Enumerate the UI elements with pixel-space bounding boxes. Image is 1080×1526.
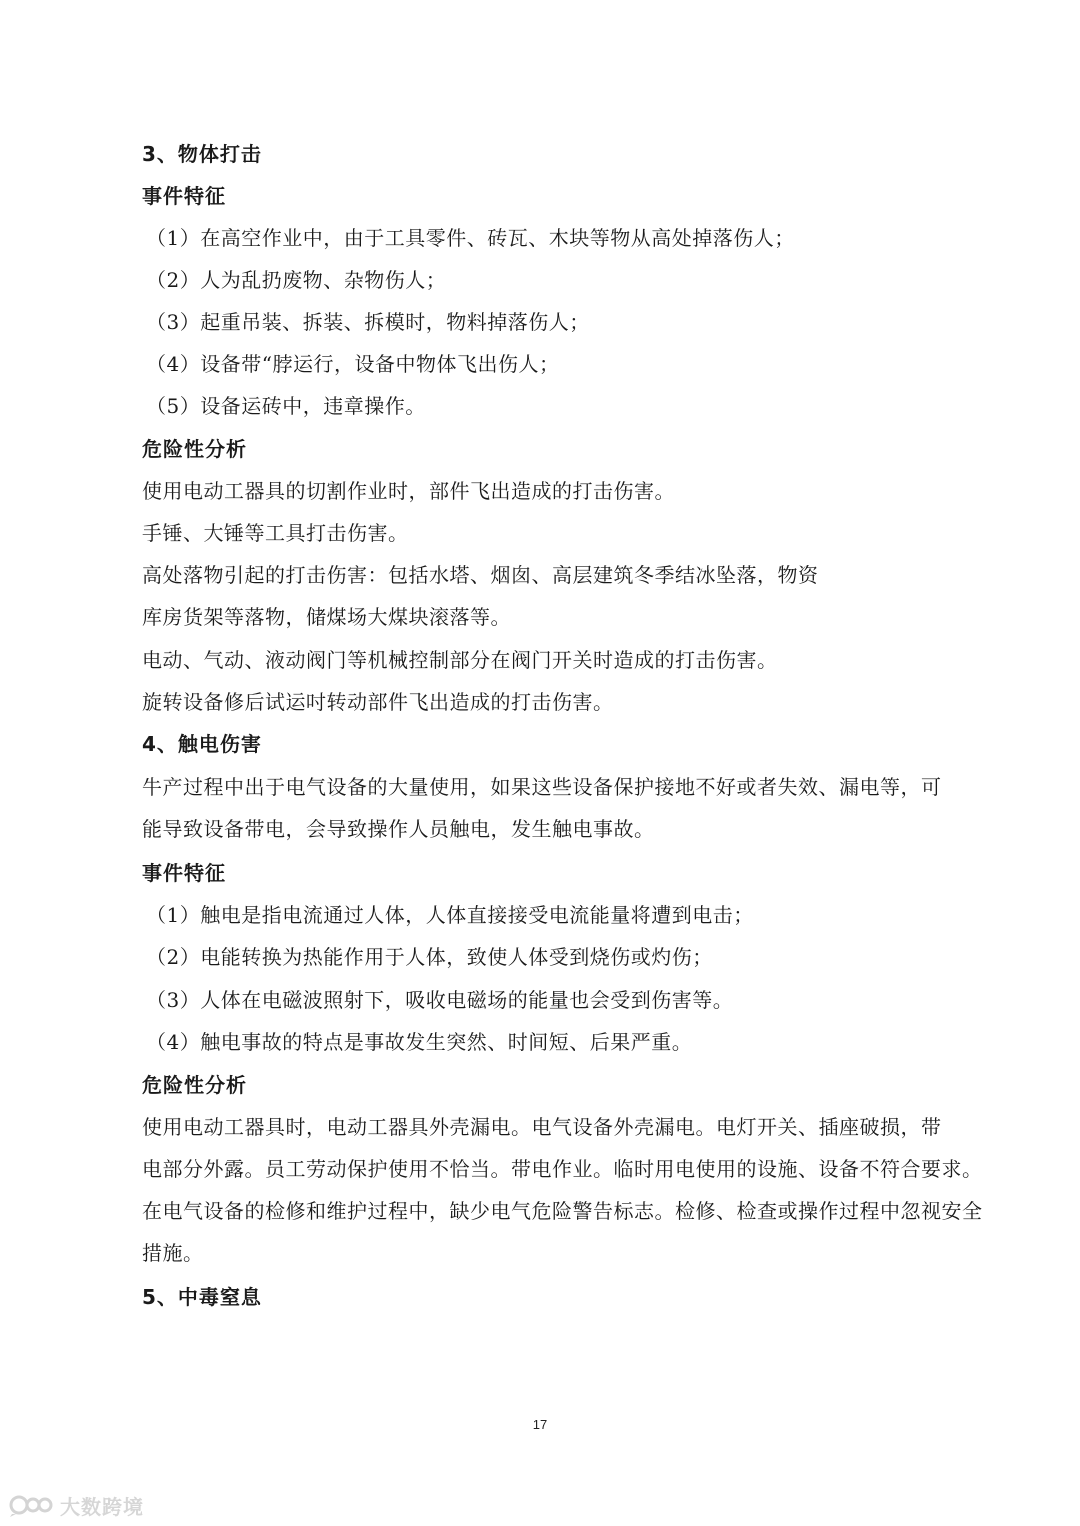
paragraph-line: 高处落物引起的打击伤害：包括水塔、烟囱、高层建筑冬季结冰坠落，物资 bbox=[142, 563, 819, 587]
subheading-risk-analysis: 危险性分析 bbox=[142, 1073, 247, 1097]
list-item: （2）人为乱扔废物、杂物伤人； bbox=[146, 268, 447, 292]
list-item: （2）电能转换为热能作用于人体，致使人体受到烧伤或灼伤； bbox=[146, 945, 713, 969]
paragraph-line: 电动、气动、液动阀门等机械控制部分在阀门开关时造成的打击伤害。 bbox=[142, 648, 778, 672]
paragraph-line: 电部分外露。员工劳动保护使用不恰当。带电作业。临时用电使用的设施、设备不符合要求。 bbox=[142, 1157, 983, 1181]
section-heading-5: 5、中毒窒息 bbox=[142, 1285, 262, 1309]
paragraph-line: 牛产过程中出于电气设备的大量使用，如果这些设备保护接地不好或者失效、漏电等，可 bbox=[142, 775, 942, 799]
section-heading-4: 4、触电伤害 bbox=[142, 732, 262, 756]
paragraph-line: 使用电动工器具的切割作业时，部件飞出造成的打击伤害。 bbox=[142, 479, 675, 503]
paragraph-line: 使用电动工器具时，电动工器具外壳漏电。电气设备外壳漏电。电灯开关、插座破损，带 bbox=[142, 1115, 942, 1139]
paragraph-line: 库房货架等落物，储煤场大煤块滚落等。 bbox=[142, 605, 511, 629]
paragraph-line: 旋转设备修后试运吋转动部件飞出造成的打击伤害。 bbox=[142, 690, 614, 714]
brand-logo-icon bbox=[8, 1492, 56, 1518]
section-heading-3: 3、物体打击 bbox=[142, 142, 262, 166]
watermark bbox=[8, 1491, 144, 1519]
subheading-event-features: 事件特征 bbox=[142, 184, 226, 208]
paragraph-line: 措施。 bbox=[142, 1241, 204, 1265]
page-number: 17 bbox=[532, 1417, 548, 1432]
subheading-risk-analysis: 危险性分析 bbox=[142, 437, 247, 461]
paragraph-line: 在电气设备的检修和维护过程中，缺少电气危险警告标志。检修、检查或操作过程中忽视安全 bbox=[142, 1199, 983, 1223]
list-item: （1）触电是指电流通过人体，人体直接接受电流能量将遭到电击； bbox=[146, 903, 754, 927]
list-item: （4）设备带“脖运行，设备中物体飞出伤人； bbox=[146, 352, 560, 376]
list-item: （4）触电事故的特点是事故发生突然、时间短、后果严重。 bbox=[146, 1030, 693, 1054]
list-item: （3）起重吊装、拆装、拆模时，物料掉落伤人； bbox=[146, 310, 590, 334]
paragraph-line: 手锤、大锤等工具打击伤害。 bbox=[142, 521, 409, 545]
watermark-text: 大数跨境 bbox=[60, 1494, 144, 1519]
paragraph-line: 能导致设备带电，会导致操作人员触电，发生触电事故。 bbox=[142, 817, 655, 841]
list-item: （5）设备运砖中，违章操作。 bbox=[146, 394, 426, 418]
list-item: （3）人体在电磁波照射下，吸收电磁场的能量也会受到伤害等。 bbox=[146, 988, 734, 1012]
list-item: （1）在高空作业中，由于工具零件、砖瓦、木块等物从高处掉落伤人； bbox=[146, 226, 795, 250]
subheading-event-features: 事件特征 bbox=[142, 861, 226, 885]
